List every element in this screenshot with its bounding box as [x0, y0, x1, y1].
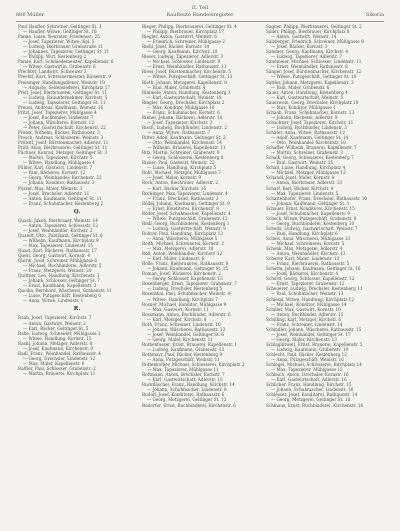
directory-entry: — Friedrich, Schreiner, Mühlgasse 2	[147, 39, 225, 45]
directory-entry: Schalk, Georg, Schlosserei, Kestenberg 7	[266, 155, 354, 161]
directory-entry: — Anton, Tapezierer, Schlossstr. 12	[23, 222, 98, 228]
directory-entry: Schachner, Josef, Tapezierer, Kirchstr. 11	[266, 119, 354, 125]
directory-entry: — Michael, Metzger, Mühlgasse 12	[271, 170, 346, 176]
directory-entry: Schlegel, Michael, Schlosserei, Kirchplatz 14	[266, 362, 362, 368]
directory-entry: Rolle, Franz, Bierbrauerei, Rathausstr. 9	[142, 261, 229, 267]
directory-entry: — Philipp, Bierbrauer, Kirchplatz 17	[147, 29, 224, 35]
directory-entry: Schauer, Ernst, Konditorei, Kirchenstr. 15	[266, 205, 355, 211]
column-left-q-entries	[18, 218, 136, 304]
directory-entry: — Witwe, Handlung, Kirchplatz 7	[147, 296, 218, 302]
directory-entry: Schandl, Josef, Maler, Kornstr. 8	[266, 175, 335, 181]
directory-entry: — Ernst, Weinhändler, Rathausstr. 8	[271, 64, 348, 70]
directory-entry: — Anton, Weinhändler, Kirchstr. 13	[271, 251, 346, 257]
directory-entry: Scheitz, Ludwig, Gastwirtschaft, Weinstr. 7	[266, 225, 358, 231]
directory-entry: — Ludwig, Kaufmann, Grabenstr. 10	[271, 347, 349, 352]
directory-entry: — Josef, Tapezierer, Witwe, Kpl. 5	[23, 39, 95, 45]
directory-entry: — Josef, Weinhandel, Geltinger St. 6	[147, 331, 225, 337]
directory-entry: — Franz, Metzgerei, Weinstr. 20	[23, 268, 92, 274]
section-title: Kaufleute Handelsregister	[166, 12, 234, 18]
directory-entry: Scheuerer, Ludwig, Drechsler, Kestenberg 11	[266, 286, 363, 292]
directory-entry: Ringler, Georg, Drechsler, Kirchplatz 2	[142, 99, 225, 105]
directory-entry: Rödl, Georg, Buchbinderei, Kestenberg 1	[142, 220, 230, 226]
directory-entry: Preisinger, Handlungsdiener, Weinstr. 10	[18, 79, 105, 85]
directory-entry: Riegler, Anton, Gastwirt, Weinstr. 6	[142, 34, 217, 40]
directory-entry: Rinner, Johann, Bäckerei, Adlerstr. 14	[142, 114, 223, 120]
directory-entry: Rieth, Johann, Metzgerei, Kapellenstr. 8	[142, 79, 227, 85]
directory-entry: — Johann, Kaufmann, Geltinger St. 15	[147, 266, 229, 272]
directory-entry: — Josef, Kaufmann, Kirchenstr. 9	[23, 345, 94, 351]
directory-entry: Schall, Luise, Handlung, Kirchplatz 4	[266, 165, 346, 171]
directory-entry: Schilling, Karl, Metzger, Kirchstr. 6	[266, 316, 342, 322]
directory-entry: — Witwe, Putzgeschäft, Grabenstr. 15	[147, 215, 228, 221]
directory-entry: Riess, Josef, Bürstenmacher, Kirchenstr. 5	[142, 69, 232, 75]
directory-entry: Sagner, Philipp, Bierbrauerei, Geltinger St. 2	[266, 24, 362, 29]
directory-entry: — Franz, Drechsler, Rathausstr. 2	[147, 195, 219, 201]
directory-entry: Rossmann, Anton, Buchbinder, Adlerstr. 6	[142, 311, 231, 317]
directory-entry: Rudolf, Josef, Konditorei, Rathausstr. 6	[142, 392, 225, 398]
directory-entry: Schmaus, Ernst, Buchbinderei, Kirchenstr. 16	[266, 402, 364, 408]
directory-entry: — Ludwig, Bierbrauer, Grubstraße 11	[23, 44, 104, 50]
directory-entry: — Johann, Wäscherei, Kornstr. 12	[23, 119, 94, 125]
directory-entry: Roth, Franz, Schreiner, Lindenstr. 10	[142, 321, 221, 327]
directory-entry: — Karl, Metzger, Kirchstr. 8	[147, 316, 207, 322]
directory-entry: — Ernst, Kaufmann, Kapellenstr. 2	[23, 283, 97, 289]
directory-entry: Rieser, Ludwig, Tapezierer, Adlerstr. 3	[142, 54, 224, 60]
column-left-p-entries	[18, 24, 136, 206]
directory-entry: — Johann, Kaufmann, Geltinger St. 1	[271, 200, 350, 206]
directory-entry: Rosenberger, Ernst, Tapezierer, Grabenstr. 7	[142, 281, 237, 287]
directory-entry: Riehl, Josef, Bäcker, Kornstr. 14	[142, 44, 210, 50]
directory-entry: Rothmayr, Paul, Bäcker, Kestenberg 9	[142, 352, 223, 358]
directory-entry: Sammer, Georg, Kaufmann, Kirchstr. 4	[266, 49, 349, 55]
page-header	[16, 5, 384, 21]
directory-entry: — Georg, Weinhandel, Kirchenstr. 22	[23, 175, 102, 181]
directory-entry: — Georg, Metzgerei, Geltinger St. 12	[147, 397, 227, 403]
directory-entry: — Ludwig, Kaufmann, Grabenstr. 13	[147, 347, 225, 352]
directory-entry: Roll, Anton, Weinhändler, Kirchstr. 12	[142, 251, 223, 257]
directory-entry: Rockinger, Max, Tapezierer, Lindenstr. 4	[142, 190, 228, 196]
directory-entry: — Max, Tapezierer, Mühlgasse 15	[271, 367, 343, 373]
directory-entry: — Anna, Putzgeschäft, Weinstr. 11	[147, 357, 220, 363]
directory-entry: — Martin, Schreiner, Grabenstr. 3	[271, 150, 344, 156]
directory-entry: Ritz, Martin, Schreiner, Grabenstr. 9	[142, 150, 220, 156]
directory-entry: Probst, Wilhelm, Bäcker, Rathausstr. 3	[18, 129, 100, 135]
directory-entry: — Paul, Maler, Grabenstr. 6	[271, 84, 330, 90]
directory-entry: — Karl, Gastwirtschaft, Adlerstr. 16	[271, 377, 347, 383]
directory-entry: — Anna, Witwe, Lindenstr. 1	[23, 298, 84, 304]
directory-entry: Salzberger, Friedrich, Schreiner, Mühlgasse 8	[266, 39, 364, 45]
directory-entry: Rottenkolber, Michael, Schlosserei, Kirchplatz 3	[142, 362, 245, 368]
header-rule	[16, 21, 384, 22]
directory-entry: Prechter, Landwirt, Schweizer 3	[18, 69, 87, 75]
directory-entry: — Michael, Schreinerei, Kornstr. 5	[271, 241, 345, 247]
directory-entry: Prechtl, Karl, Schreinermeister, Kaiserstr. 9	[18, 74, 112, 80]
directory-entry: Rudorfer, Ernst, Buchbinderei, Kirchenstr. 6	[142, 402, 236, 408]
directory-entry: Ruckdäschel, Franz, Handlung, Kirchstr. 14	[142, 382, 235, 388]
directory-entry: — Johann, Schlosser, Geltinger St. 7	[23, 278, 100, 284]
directory-entry: Panne, Luise, Neurater, Friedensst. 25	[18, 34, 100, 40]
directory-entry: — Max, Metzgerei, Adlerstr. 10	[147, 246, 214, 252]
directory-entry: — Paul, Maler, Grabenstr. 4	[147, 84, 206, 90]
directory-entry: — Otto, Weinhandel, Kirchenstr. 14	[147, 140, 222, 146]
directory-entry: Schlicker, Franz, Handlung, Kirchstr. 15	[266, 382, 352, 388]
directory-entry: Schaffer, Wilhelm, Brauerei, Kapellenstr. 7	[266, 145, 357, 151]
directory-entry: Sauer, Anton, Handlung, Kestenberg 4	[266, 89, 348, 95]
directory-entry: — Johann, Konditor, Rathausstr. 3	[23, 180, 95, 186]
directory-entry: Pürzer, Max, Maler, Weinstr. 3	[18, 185, 83, 191]
directory-entry: Püchner, Konrad, Metzger, Geltinger St. 3	[18, 150, 108, 156]
directory-entry: Rabe, Ludwig, Schneider, Mühlgasse 3	[18, 330, 101, 336]
directory-entry: — Josef, Bäcker, Kornstr. 3	[271, 44, 328, 50]
directory-entry: — Max, Tapezierer, Lindenstr. 5	[271, 190, 339, 196]
directory-entry: Quittner, Leo, Handlung, Kirchenstr. 3	[18, 273, 100, 279]
directory-entry: Scherm, Johann, Kaufmann, Geltinger St. 16	[266, 266, 361, 272]
directory-entry: — Anton, Gastwirt, Weinstr. 14	[271, 34, 337, 40]
directory-entry: Scharf, Karl, Bäcker, Kirchstr. 9	[266, 185, 334, 191]
directory-entry: Schäfer, Anna, Witwe, Rathausstr. 12	[266, 129, 345, 135]
directory-entry: — Max, Tapezierer, Mühlgasse 11	[147, 367, 219, 373]
directory-entry: Prosch, Andreas, Schlosserei, Weinstr. 3	[18, 135, 104, 141]
directory-entry: — Johannes, Tapezierer, Geltinger St. 11	[23, 49, 110, 55]
directory-entry: Schlecht, Paul, Bäcker, Kestenberg 12	[266, 352, 347, 358]
directory-entry: Pröbstl, Josef, Bürstenmacher, Adlerstr. 11	[18, 140, 109, 146]
directory-entry: — Ludwig, Buchbinder, Lindenstr. 3	[271, 124, 348, 130]
directory-entry: — Otto, Weinhandel, Kirchenstr. 10	[271, 140, 346, 146]
directory-entry: — Michael, Konditor, Mühlgasse 14	[271, 301, 347, 307]
directory-entry: — Luise, Handlung, Kirchplatz 5	[147, 165, 216, 171]
directory-entry: — Witwe, Gastwirtin, Grabenstr. 6	[23, 64, 96, 70]
directory-entry: Rixner, Paul, Gastwirt, Weinstr. 22	[142, 160, 215, 166]
directory-entry: — Anna, Witwe, Rathausstr. 7	[147, 129, 211, 135]
directory-entry: Raab, Josef, Tapezierer, Kirchstr. 7	[18, 315, 92, 321]
directory-entry: — Josef, Schuhmacher, Kapellenstr. 9	[271, 210, 351, 216]
directory-entry: — Franz, Schuhmacher, Kestenberg 2	[23, 200, 104, 206]
directory-entry: Sandmeier, Michael, Schlosser, Lindenstr. 11	[266, 59, 362, 65]
directory-entry: — Anton, Bierbrauer, Adlerstr. 13	[271, 180, 343, 186]
directory-entry: — Georg, Schlosser, Kapellenstr. 13	[147, 276, 223, 282]
directory-entry: — Georg, Maler, Kirchenstr. 13	[271, 336, 337, 342]
directory-entry: — Adolf, Kaufmann, Geltinger St. 14	[271, 135, 349, 141]
directory-entry: Rohrer, Paul, Handlung, Kirchplatz 13	[142, 230, 223, 236]
directory-entry: Schiessl, Witwe, Handlung, Kirchplatz 12	[266, 296, 354, 302]
directory-entry: — Philipp, Wirt, Kestenberg 2	[23, 54, 87, 60]
directory-entry: — Karl, Bäcker, Geltinger St. 5	[23, 325, 89, 331]
directory-entry: — Wilhelm, Kaufmann, Kirchplatz 9	[23, 237, 99, 243]
directory-entry: — Michael, Buchbinderei, Adlerstr. 5	[23, 263, 102, 269]
directory-entry: Rosner, Michael, Konditor, Mühlgasse 9	[142, 301, 227, 307]
directory-entry: Roith, Michael, Schreinerei, Kornstr. 2	[142, 241, 224, 247]
column-left-r-entries	[18, 315, 136, 376]
directory-entry: Sänger, Josef, Bürstenmacher, Kirchenstr. 12	[266, 69, 362, 75]
directory-entry: Pröll, Alois, Bierbrauerei, Geltinger St. 11	[18, 145, 108, 151]
directory-entry: Schindler, Johann, Wäscherei, Rathausstr. 15	[266, 326, 362, 332]
directory-entry: — Paul, Handlung, Kirchplatz 6	[271, 230, 338, 236]
directory-entry: Rieger, Philipp, Bierbrauerei, Geltinger St. 4	[142, 24, 237, 29]
directory-entry: Schleich, Anton, Drechsler, Kornstr. 16	[266, 372, 349, 378]
directory-entry: — Karl, Gastwirtschaft, Weinstr. 18	[147, 94, 222, 100]
directory-entry: — Witwe, Handlung, Mühlgasse 4	[23, 160, 95, 166]
directory-entry: Preuss, Andreas, Kaufmann, Weinstr. 16	[18, 104, 104, 110]
column-right	[266, 24, 384, 408]
directory-entry: — Josef, Bäckerei, Kirchenstr. 4	[271, 271, 339, 277]
section-letter-r: R.	[73, 306, 81, 313]
directory-entry: Scheck, Witwe, Putzgeschäft, Grabenstr. 8	[266, 215, 357, 221]
directory-entry: — Luise, Putzgeschäft, Kestenberg 6	[23, 293, 101, 299]
directory-entry: — Georg, Metzgerei, Geltinger St. 18	[271, 397, 351, 403]
directory-entry: — Martin, Brauerei, Kirchplatz 11	[23, 371, 96, 376]
directory-entry: — Josef, Maler, Kornstr. 9	[147, 175, 202, 181]
directory-entry: — Witwe, Putzgeschäft, Geltinger St. 13	[147, 74, 233, 80]
directory-entry: Risch, Ludwig, Buchbinder, Lindenstr. 2	[142, 124, 227, 130]
directory-entry: Radl, Franz, Weinhandel, Rathausstr. 4	[18, 350, 101, 356]
directory-entry: — Karl, Bäcker, Kirchstr. 16	[147, 185, 207, 191]
directory-entry: Schlagintweit, Ernst, Brauerei, Kapellenstr. 5	[266, 341, 363, 347]
column-left	[18, 24, 136, 376]
directory-entry: Rothenfusser, Ernst, Brauerei, Kapellenstr. 1	[142, 341, 238, 347]
directory-entry: Quast, Karl, Bäckerei, Rathausstr. 17	[18, 247, 97, 253]
directory-entry: — Johann, Schuhmacher, Lindenstr. 8	[147, 387, 227, 393]
directory-entry: Rock, Anton, Bierbrauer, Adlerstr. 2	[142, 180, 219, 186]
directory-entry: Schaab, Franz, Schuhmacher, Kornstr. 13	[266, 109, 355, 115]
directory-entry: — Josef, Weinhändler, Kirchstr. 2	[23, 227, 93, 233]
directory-entry: Rottmann, Anton, Drechsler, Kornstr. 7	[142, 372, 225, 378]
directory-entry: Quirin, Josef, Schreiner, Mühlgasse 6	[18, 258, 97, 264]
directory-entry: — Max, Gastwirt, Kornstr. 11	[147, 306, 209, 312]
directory-entry: — Anna, Putzgeschäft, Weinstr. 16	[271, 357, 344, 363]
directory-entry: — Ernst, Konditorei, Kirchenstr. 8	[147, 205, 219, 211]
directory-entry: — Max, Konditor, Mühlgasse 1	[271, 104, 336, 110]
directory-entry: — Johann, Bäckerei, Adlerstr. 9	[271, 114, 338, 120]
directory-entry: — Ludwig, Drechsler, Kestenberg 5	[147, 286, 223, 292]
directory-entry: — Ludwig, Tapezierer, Geltinger St. 11	[23, 99, 106, 105]
directory-entry: — Anton, Buchbinder, Adlerstr. 15	[271, 311, 344, 317]
directory-entry: — Ernst, Weinhändler, Rathausstr. 11	[147, 64, 227, 70]
directory-entry: Rimmele, Anton, Handlung, Kestenberg 3	[142, 89, 231, 95]
left-running-head: Müller	[27, 12, 45, 18]
directory-entry: — Franz, Bierbrauerei, Rathausstr. 5	[271, 261, 350, 267]
directory-entry: Pritzl, Josef, Tapezierer, Mühlgasse 4	[18, 109, 97, 115]
directory-entry: Paul Haufler, Schrotner, Geltinger St. 3	[18, 24, 102, 29]
directory-entry: Quoika, Bernhard, Wäscherei, Grabenstr. 11	[18, 288, 112, 294]
directory-entry: Roman, Josef, Bäckerei, Kirchenstr. 2	[142, 271, 222, 277]
directory-entry: — Max, Tapezierer, Lindenstr. 15	[23, 242, 94, 248]
directory-entry: — Ludwig, Tapezierer, Adlerstr. 7	[271, 54, 342, 60]
directory-entry: — Martin, Tapezierer, Kirchstr. 5	[23, 155, 93, 161]
directory-entry: — Peter, Gastwirtschaft, Kirchenstr. 22	[23, 124, 106, 130]
directory-entry: Pühler, Karl, Gastwirt, Lindenstr. 7	[18, 165, 93, 171]
directory-entry: — Franz, Schuhmacher, Kornstr. 6	[147, 109, 220, 115]
directory-entry: Schlösser, Josef, Konditorei, Rathausstr. 14	[266, 392, 358, 398]
directory-entry: — Anton, Kaufmann, Geltinger St. 11	[23, 195, 102, 201]
directory-entry: Schels, Anna, Wäscherei, Mühlgasse 13	[266, 235, 351, 241]
directory-entry: Röder, Josef, Schuhmacher, Kapellenstr. 4	[142, 210, 231, 216]
directory-entry: Rackl, Johann, Metzger, Adlerstr. 8	[18, 340, 93, 346]
directory-entry: Rödel, Johann, Kaufmann, Geltinger St. 9	[142, 200, 230, 206]
directory-entry: Quandt, Otto, Fabrikant, Geltinger St. 8	[18, 232, 103, 238]
directory-entry: Scherer, Karl, Maler, Lindenstr. 13	[266, 256, 340, 262]
part-label: II. Teil	[191, 5, 209, 11]
directory-entry: Schattenhofer, Franz, Drechsler, Rathausstr. 10	[266, 195, 368, 201]
directory-entry: — Karl, Gastwirtschaft, Weinstr. 5	[271, 94, 344, 100]
directory-entry: — Franz, Schreiner, Lindenstr. 14	[271, 321, 343, 327]
directory-entry: — Georg, Drechsler, Lindenstr. 12	[23, 355, 96, 361]
directory-entry: — Max, Maler, Kapellenstr. 6	[23, 360, 85, 366]
directory-entry: Quack, Jakob, Bierbrauer, Weinstr. 14	[18, 217, 98, 223]
directory-entry: — Ludwig, Bauunternehmer, Kirchstr. 5	[23, 94, 108, 100]
directory-entry: — Josef, Buchbinder, Lindenstr. 7	[23, 114, 94, 120]
directory-entry: — Paul, Schuhmacher, Weinstr. 13	[271, 291, 344, 297]
directory-entry: — Johann, Wäscherei, Rathausstr. 13	[147, 326, 226, 332]
directory-entry: — Max, Konditor, Mühlgasse 10	[147, 104, 215, 110]
directory-entry: — Haufler, Witwe, Geltinger St. 16	[23, 29, 97, 35]
column-middle	[142, 24, 260, 408]
directory-entry: — Georg, Buchbinderei, Kestenberg 10	[271, 220, 355, 226]
directory-entry: — Anna, Wäscherei, Mühlgasse 5	[147, 235, 218, 241]
directory-entry: — Auguste, Seifensiederei, Kirchplatz 17	[23, 84, 111, 90]
directory-entry: Ritter, Adolf, Kaufmann, Geltinger St. 2	[142, 135, 226, 141]
directory-entry: Prell, Josef, Bierbrauerei, Geltinger St. 11	[18, 89, 108, 95]
directory-entry: Schenk, Max, Metzgerei, Adlerstr. 4	[266, 246, 343, 252]
directory-entry: Sailer, Philipp, Bierbrauer, Kirchplatz 8	[266, 29, 350, 35]
directory-entry: Sattler, Johann, Metzgerei, Kapellenstr. 3	[266, 79, 354, 85]
directory-entry: — Georg, Maler, Kirchenstr. 11	[147, 336, 213, 342]
directory-entry: — Witwe, Putzgeschäft, Geltinger St. 10	[271, 74, 357, 80]
directory-entry: — Karl, Gastwirtschaft, Adlerstr. 12	[147, 377, 223, 383]
directory-entry: — Josef, Tapezierer, Kirchstr. 3	[147, 119, 213, 125]
directory-entry: Rosenthal, Paul, Schuhmacher, Weinstr. 4	[142, 291, 231, 297]
directory-entry: — Michael, Schlosser, Lindenstr. 9	[147, 59, 221, 65]
directory-entry: Sauerwein, Georg, Drechsler, Kirchplatz 10	[266, 99, 359, 105]
directory-entry: — Josef, Drechsler, Adlerstr. 11	[23, 190, 90, 196]
directory-entry: Queri, Georg, Gastwirt, Kornstr. 4	[18, 253, 91, 259]
directory-entry: Robl, Michael, Metzger, Mühlgasse 7	[142, 170, 221, 176]
directory-entry: — Johann, Schuhmacher, Lindenstr. 16	[271, 387, 354, 393]
directory-entry: Schiller, Max, Gastwirt, Kornstr. 10	[266, 306, 341, 312]
right-running-head: Sikoria	[365, 12, 384, 18]
directory-entry: — Paul, Gastwirt, Weinstr. 15	[271, 160, 334, 166]
directory-entry: Schertl, Georg, Schlosser, Kapellenstr. 12	[266, 276, 355, 282]
directory-entry: Raffler, Paul, Schlosser, Grabenstr. 2	[18, 365, 96, 371]
directory-entry: — Anton, Gastwirt, Weinstr. 2	[23, 320, 86, 326]
directory-entry: — Witwe, Handlung, Kornstr. 15	[23, 335, 92, 341]
directory-entry: — Josef, Weinhandel, Geltinger St. 17	[271, 331, 351, 337]
directory-entry: Panne, Karl, Schmiedemeister, Kapellenstr. 6	[18, 59, 114, 65]
directory-entry: — Ludwig, Gastwirtschaft, Weinstr. 9	[147, 225, 226, 231]
directory-entry: — Georg, Kaufmann, Kirchstr. 10	[147, 49, 218, 55]
directory-entry: — Georg, Schlosserei, Kestenberg 8	[147, 155, 224, 161]
directory-entry: — Wilhelm, Brauerei, Kapellenstr. 11	[147, 145, 226, 151]
page-number: 806	[16, 12, 26, 18]
directory-entry: — Paul, Bäckerei, Kornstr. 12	[23, 170, 86, 176]
directory-entry: — Ernst, Tapezierer, Grabenstr. 12	[271, 281, 345, 287]
section-letter-q: Q.	[73, 208, 81, 215]
directory-entry: — Karl, Maler, Lindenstr. 6	[147, 256, 205, 262]
